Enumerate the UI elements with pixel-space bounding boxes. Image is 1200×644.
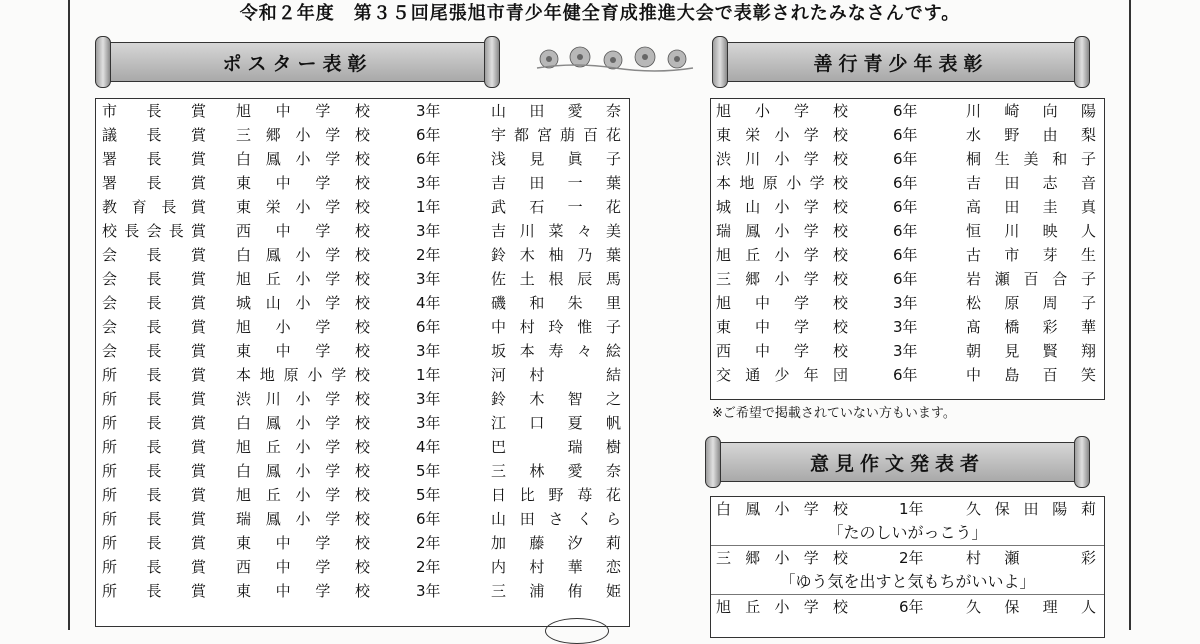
award-name: 所長賞	[102, 462, 206, 480]
school-name: 旭丘小学校	[236, 438, 370, 456]
student-name: 内村華恋	[491, 558, 621, 576]
grade: 6年	[416, 510, 441, 528]
good-deeds-note: ※ご希望で掲載されていない方もいます。	[712, 406, 956, 421]
scroll-curl-icon	[1074, 436, 1090, 488]
school-name: 交通少年団	[716, 366, 848, 384]
award-name: 所長賞	[102, 558, 206, 576]
poster-award-table	[95, 98, 630, 627]
award-name: 会長賞	[102, 318, 206, 336]
student-name: 鈴木智之	[491, 390, 621, 408]
speech-heading: 意見作文発表者	[713, 442, 1082, 482]
school-name: 旭中学校	[236, 102, 370, 120]
grade: 3年	[416, 414, 441, 432]
school-name: 旭小学校	[236, 318, 370, 336]
grade: 3年	[416, 174, 441, 192]
table-row	[96, 171, 629, 195]
table-row	[711, 147, 1104, 171]
school-name: 瑞鳳小学校	[716, 222, 848, 240]
student-name: 吉川菜々美	[491, 222, 621, 240]
table-row	[96, 315, 629, 339]
grade: 6年	[893, 150, 918, 168]
school-name: 東栄小学校	[236, 198, 370, 216]
school-name: 旭丘小学校	[236, 486, 370, 504]
table-row	[96, 411, 629, 435]
school-name: 白鳳小学校	[716, 500, 848, 518]
school-name: 本地原小学校	[716, 174, 848, 192]
table-row	[711, 315, 1104, 339]
award-name: 会長賞	[102, 270, 206, 288]
school-name: 東中学校	[236, 342, 370, 360]
poster-banner	[95, 36, 500, 86]
speech-title: 「ゆう気を出すと気もちがいいよ」	[711, 570, 1104, 595]
award-name: 会長賞	[102, 342, 206, 360]
school-name: 旭丘小学校	[236, 270, 370, 288]
school-name: 白鳳小学校	[236, 414, 370, 432]
speech-banner	[705, 436, 1090, 486]
flower-decoration-icon	[535, 44, 695, 74]
award-name: 議長賞	[102, 126, 206, 144]
table-row	[96, 483, 629, 507]
award-name: 会長賞	[102, 294, 206, 312]
student-name: 中島百笑	[966, 366, 1096, 384]
school-name: 城山小学校	[236, 294, 370, 312]
grade: 2年	[416, 534, 441, 552]
grade: 6年	[893, 126, 918, 144]
student-name: 水野由梨	[966, 126, 1096, 144]
student-name: 吉田一葉	[491, 174, 621, 192]
grade: 3年	[416, 102, 441, 120]
student-name: 山田愛奈	[491, 102, 621, 120]
school-name: 三郷小学校	[236, 126, 370, 144]
student-name: 高田圭真	[966, 198, 1096, 216]
student-name: 松原周子	[966, 294, 1096, 312]
table-row	[96, 243, 629, 267]
table-row	[96, 267, 629, 291]
award-name: 所長賞	[102, 366, 206, 384]
school-name: 三郷小学校	[716, 549, 848, 567]
school-name: 西中学校	[236, 558, 370, 576]
school-name: 本地原小学校	[236, 366, 370, 384]
page-title: 令和２年度 第３５回尾張旭市青少年健全育成推進大会で表彰されたみなさんです。	[239, 3, 961, 24]
scroll-curl-icon	[95, 36, 111, 88]
award-name: 署長賞	[102, 150, 206, 168]
grade: 6年	[416, 150, 441, 168]
student-name: 髙橋彩華	[966, 318, 1096, 336]
school-name: 瑞鳳小学校	[236, 510, 370, 528]
table-row	[711, 219, 1104, 243]
grade: 4年	[416, 438, 441, 456]
school-name: 東中学校	[236, 174, 370, 192]
grade: 3年	[893, 294, 918, 312]
right-border	[1129, 0, 1131, 630]
award-name: 会長賞	[102, 246, 206, 264]
table-row	[96, 579, 629, 603]
grade: 3年	[416, 582, 441, 600]
grade: 6年	[893, 246, 918, 264]
left-border	[68, 0, 70, 630]
table-row	[96, 555, 629, 579]
table-row	[96, 459, 629, 483]
grade: 1年	[416, 366, 441, 384]
student-name: 恒川映人	[966, 222, 1096, 240]
scroll-curl-icon	[712, 36, 728, 88]
grade: 6年	[893, 270, 918, 288]
grade: 4年	[416, 294, 441, 312]
grade: 3年	[416, 222, 441, 240]
grade: 6年	[893, 222, 918, 240]
award-name: 所長賞	[102, 438, 206, 456]
grade: 3年	[893, 342, 918, 360]
grade: 5年	[416, 486, 441, 504]
table-row	[96, 147, 629, 171]
student-name: 河村 結	[491, 366, 621, 384]
grade: 3年	[416, 342, 441, 360]
grade: 6年	[416, 126, 441, 144]
student-name: 佐土根辰馬	[491, 270, 621, 288]
student-name: 加藤汐莉	[491, 534, 621, 552]
grade: 6年	[416, 318, 441, 336]
grade: 1年	[899, 500, 924, 518]
grade: 2年	[899, 549, 924, 567]
school-name: 旭中学校	[716, 294, 848, 312]
award-name: 市長賞	[102, 102, 206, 120]
award-name: 所長賞	[102, 582, 206, 600]
award-name: 所長賞	[102, 414, 206, 432]
school-name: 東中学校	[236, 582, 370, 600]
decorative-ellipse	[545, 618, 609, 644]
scroll-curl-icon	[484, 36, 500, 88]
school-name: 城山小学校	[716, 198, 848, 216]
student-name: 岩瀬百合子	[966, 270, 1096, 288]
school-name: 白鳳小学校	[236, 246, 370, 264]
student-name: 浅見眞子	[491, 150, 621, 168]
speech-table	[710, 496, 1105, 638]
grade: 2年	[416, 558, 441, 576]
student-name: 中村玲惟子	[491, 318, 621, 336]
table-row	[96, 363, 629, 387]
award-name: 署長賞	[102, 174, 206, 192]
student-name: 山田さくら	[491, 510, 621, 528]
student-name: 桐生美和子	[966, 150, 1096, 168]
grade: 6年	[893, 366, 918, 384]
good-deeds-table	[710, 98, 1105, 400]
student-name: 鈴木柚乃葉	[491, 246, 621, 264]
speech-title: 「たのしいがっこう」	[711, 521, 1104, 546]
school-name: 三郷小学校	[716, 270, 848, 288]
award-name: 所長賞	[102, 510, 206, 528]
student-name: 三林愛奈	[491, 462, 621, 480]
table-row	[96, 195, 629, 219]
award-name: 所長賞	[102, 390, 206, 408]
school-name: 東中学校	[716, 318, 848, 336]
grade: 1年	[416, 198, 441, 216]
table-row	[96, 291, 629, 315]
award-name: 教育長賞	[102, 198, 206, 216]
table-row	[711, 195, 1104, 219]
student-name: 朝見賢翔	[966, 342, 1096, 360]
poster-heading: ポスター表彰	[103, 42, 492, 82]
student-name: 江口夏帆	[491, 414, 621, 432]
student-name: 吉田志音	[966, 174, 1096, 192]
student-name: 村瀬 彩	[966, 549, 1096, 567]
table-row	[711, 123, 1104, 147]
student-name: 三浦侑姫	[491, 582, 621, 600]
grade: 6年	[893, 198, 918, 216]
school-name: 旭丘小学校	[716, 598, 848, 616]
school-name: 東中学校	[236, 534, 370, 552]
school-name: 白鳳小学校	[236, 462, 370, 480]
student-name: 日比野苺花	[491, 486, 621, 504]
table-row	[96, 99, 629, 123]
student-name: 坂本寿々絵	[491, 342, 621, 360]
table-row	[711, 339, 1104, 363]
table-row	[96, 507, 629, 531]
table-row	[96, 339, 629, 363]
student-name: 武石一花	[491, 198, 621, 216]
award-name: 校長会長賞	[102, 222, 206, 240]
good-deeds-heading: 善行青少年表彰	[720, 42, 1082, 82]
table-row	[711, 243, 1104, 267]
grade: 6年	[893, 174, 918, 192]
table-row	[711, 291, 1104, 315]
school-name: 東栄小学校	[716, 126, 848, 144]
student-name: 磯和朱里	[491, 294, 621, 312]
school-name: 白鳳小学校	[236, 150, 370, 168]
good-deeds-banner	[712, 36, 1090, 86]
table-row	[96, 435, 629, 459]
school-name: 旭丘小学校	[716, 246, 848, 264]
speech-entry-header	[711, 546, 1104, 570]
table-row	[96, 531, 629, 555]
grade: 6年	[899, 598, 924, 616]
school-name: 渋川小学校	[716, 150, 848, 168]
school-name: 西中学校	[236, 222, 370, 240]
student-name: 古市芽生	[966, 246, 1096, 264]
school-name: 旭小学校	[716, 102, 848, 120]
grade: 5年	[416, 462, 441, 480]
award-name: 所長賞	[102, 486, 206, 504]
speech-entry-header	[711, 497, 1104, 521]
grade: 3年	[416, 390, 441, 408]
speech-entry-header	[711, 595, 1104, 619]
scroll-curl-icon	[705, 436, 721, 488]
grade: 3年	[893, 318, 918, 336]
grade: 2年	[416, 246, 441, 264]
award-name: 所長賞	[102, 534, 206, 552]
student-name: 久保田陽莉	[966, 500, 1096, 518]
table-row	[711, 363, 1104, 387]
student-name: 巴 瑞樹	[491, 438, 621, 456]
school-name: 西中学校	[716, 342, 848, 360]
scroll-curl-icon	[1074, 36, 1090, 88]
grade: 3年	[416, 270, 441, 288]
grade: 6年	[893, 102, 918, 120]
student-name: 川崎向陽	[966, 102, 1096, 120]
school-name: 渋川小学校	[236, 390, 370, 408]
table-row	[711, 99, 1104, 123]
table-row	[711, 171, 1104, 195]
student-name: 宇都宮萠百花	[491, 126, 621, 144]
table-row	[711, 267, 1104, 291]
student-name: 久保理人	[966, 598, 1096, 616]
table-row	[96, 387, 629, 411]
table-row	[96, 219, 629, 243]
table-row	[96, 123, 629, 147]
